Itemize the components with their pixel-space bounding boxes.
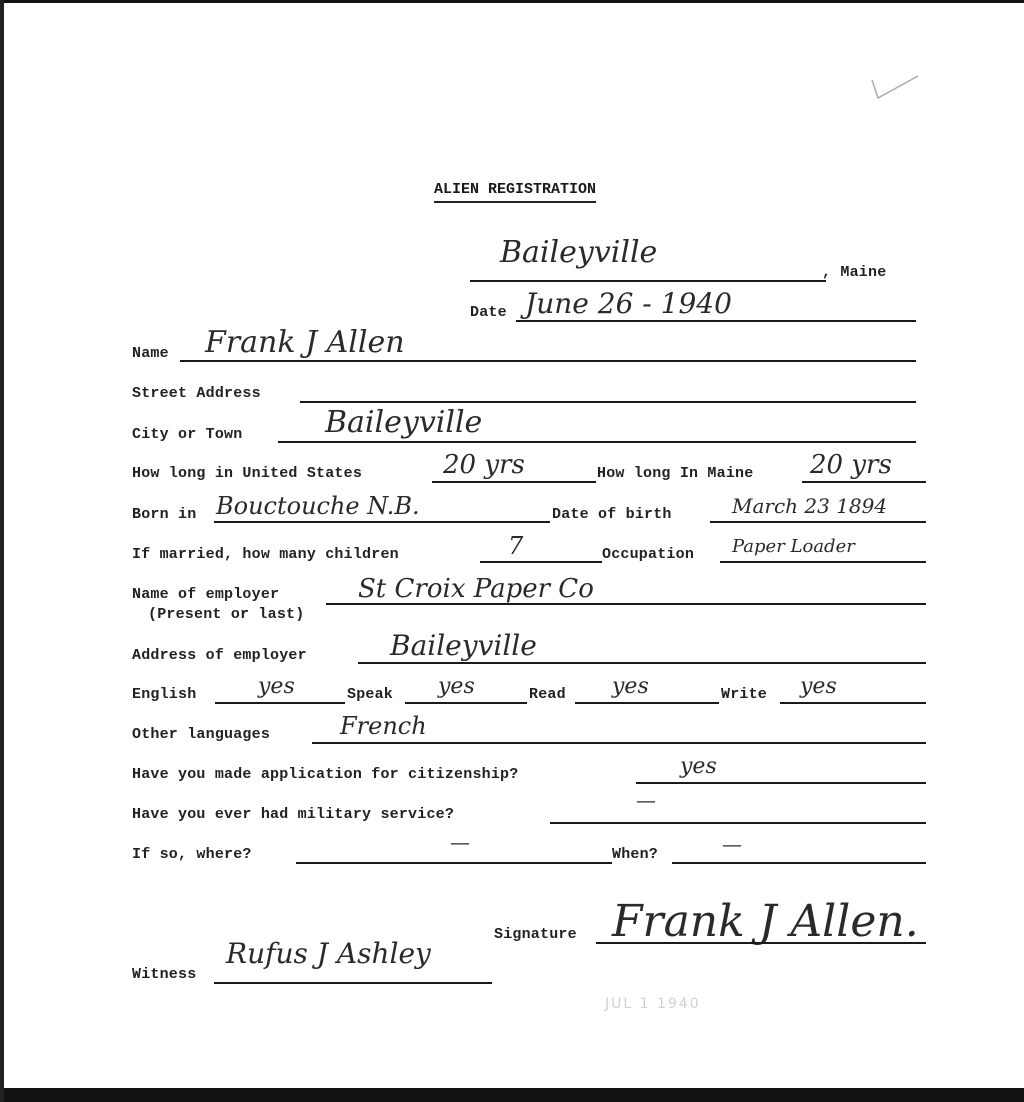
name-line xyxy=(180,360,916,362)
signature-line xyxy=(596,942,926,944)
employer-address-value: Baileyville xyxy=(390,629,537,662)
other-languages-label: Other languages xyxy=(132,726,271,743)
date-of-birth-line xyxy=(710,521,926,523)
street-address-line xyxy=(300,401,916,403)
employer-address-line xyxy=(358,662,926,664)
born-in-label: Born in xyxy=(132,506,197,523)
write-line xyxy=(780,702,926,704)
read-line xyxy=(575,702,719,704)
city-label: City or Town xyxy=(132,426,243,443)
write-value: yes xyxy=(800,674,837,699)
english-label: English xyxy=(132,686,197,703)
other-languages-line xyxy=(312,742,926,744)
town-line xyxy=(470,280,826,282)
speak-label: Speak xyxy=(347,686,394,703)
name-label: Name xyxy=(132,345,169,362)
citizenship-value: yes xyxy=(680,754,717,779)
how-long-us-label: How long in United States xyxy=(132,465,363,482)
citizenship-line xyxy=(636,782,926,784)
employer-line xyxy=(326,603,926,605)
city-value: Baileyville xyxy=(325,405,483,440)
occupation-label: Occupation xyxy=(602,546,695,563)
write-label: Write xyxy=(721,686,768,703)
town-value: Baileyville xyxy=(500,235,658,270)
read-value: yes xyxy=(612,674,649,699)
english-value: yes xyxy=(258,674,295,699)
where-value: — xyxy=(450,830,470,854)
date-value: June 26 - 1940 xyxy=(525,287,732,320)
children-line xyxy=(480,561,602,563)
street-address-label: Street Address xyxy=(132,385,261,402)
military-line xyxy=(550,822,926,824)
other-languages-value: French xyxy=(340,712,427,740)
how-long-us-line xyxy=(432,481,596,483)
date-line xyxy=(516,320,916,322)
military-value: — xyxy=(636,788,656,812)
english-line xyxy=(215,702,345,704)
scan-border-bottom xyxy=(0,1088,1024,1102)
how-long-us-value: 20 yrs xyxy=(443,450,525,480)
date-of-birth-label: Date of birth xyxy=(552,506,672,523)
date-of-birth-value: March 23 1894 xyxy=(732,494,888,518)
received-stamp: JUL 1 1940 xyxy=(605,996,701,1012)
when-value: — xyxy=(722,832,742,856)
city-line xyxy=(278,441,916,443)
how-long-maine-label: How long In Maine xyxy=(597,465,754,482)
speak-line xyxy=(405,702,527,704)
signature-value: Frank J Allen. xyxy=(612,896,919,947)
form-title: ALIEN REGISTRATION xyxy=(434,181,596,203)
when-label: When? xyxy=(612,846,659,863)
born-in-line xyxy=(214,521,550,523)
military-label: Have you ever had military service? xyxy=(132,806,455,823)
signature-label: Signature xyxy=(494,926,577,943)
when-line xyxy=(672,862,926,864)
born-in-value: Bouctouche N.B. xyxy=(216,492,420,520)
speak-value: yes xyxy=(438,674,475,699)
how-long-maine-line xyxy=(802,481,926,483)
how-long-maine-value: 20 yrs xyxy=(810,450,892,480)
scan-border-left xyxy=(0,0,4,1102)
employer-note: (Present or last) xyxy=(148,606,305,623)
employer-value: St Croix Paper Co xyxy=(358,574,594,604)
where-line xyxy=(296,862,612,864)
occupation-line xyxy=(720,561,926,563)
name-value: Frank J Allen xyxy=(205,325,405,360)
witness-value: Rufus J Ashley xyxy=(226,937,431,970)
date-label: Date xyxy=(470,304,507,321)
occupation-value: Paper Loader xyxy=(732,536,855,557)
where-label: If so, where? xyxy=(132,846,252,863)
employer-address-label: Address of employer xyxy=(132,647,307,664)
state-suffix: , Maine xyxy=(822,264,887,281)
children-label: If married, how many children xyxy=(132,546,399,563)
witness-line xyxy=(214,982,492,984)
employer-label: Name of employer xyxy=(132,586,280,603)
children-value: 7 xyxy=(508,532,524,560)
citizenship-label: Have you made application for citizenship? xyxy=(132,766,519,783)
scan-border-top xyxy=(0,0,1024,3)
read-label: Read xyxy=(529,686,566,703)
witness-label: Witness xyxy=(132,966,197,983)
check-mark-icon xyxy=(870,72,920,102)
